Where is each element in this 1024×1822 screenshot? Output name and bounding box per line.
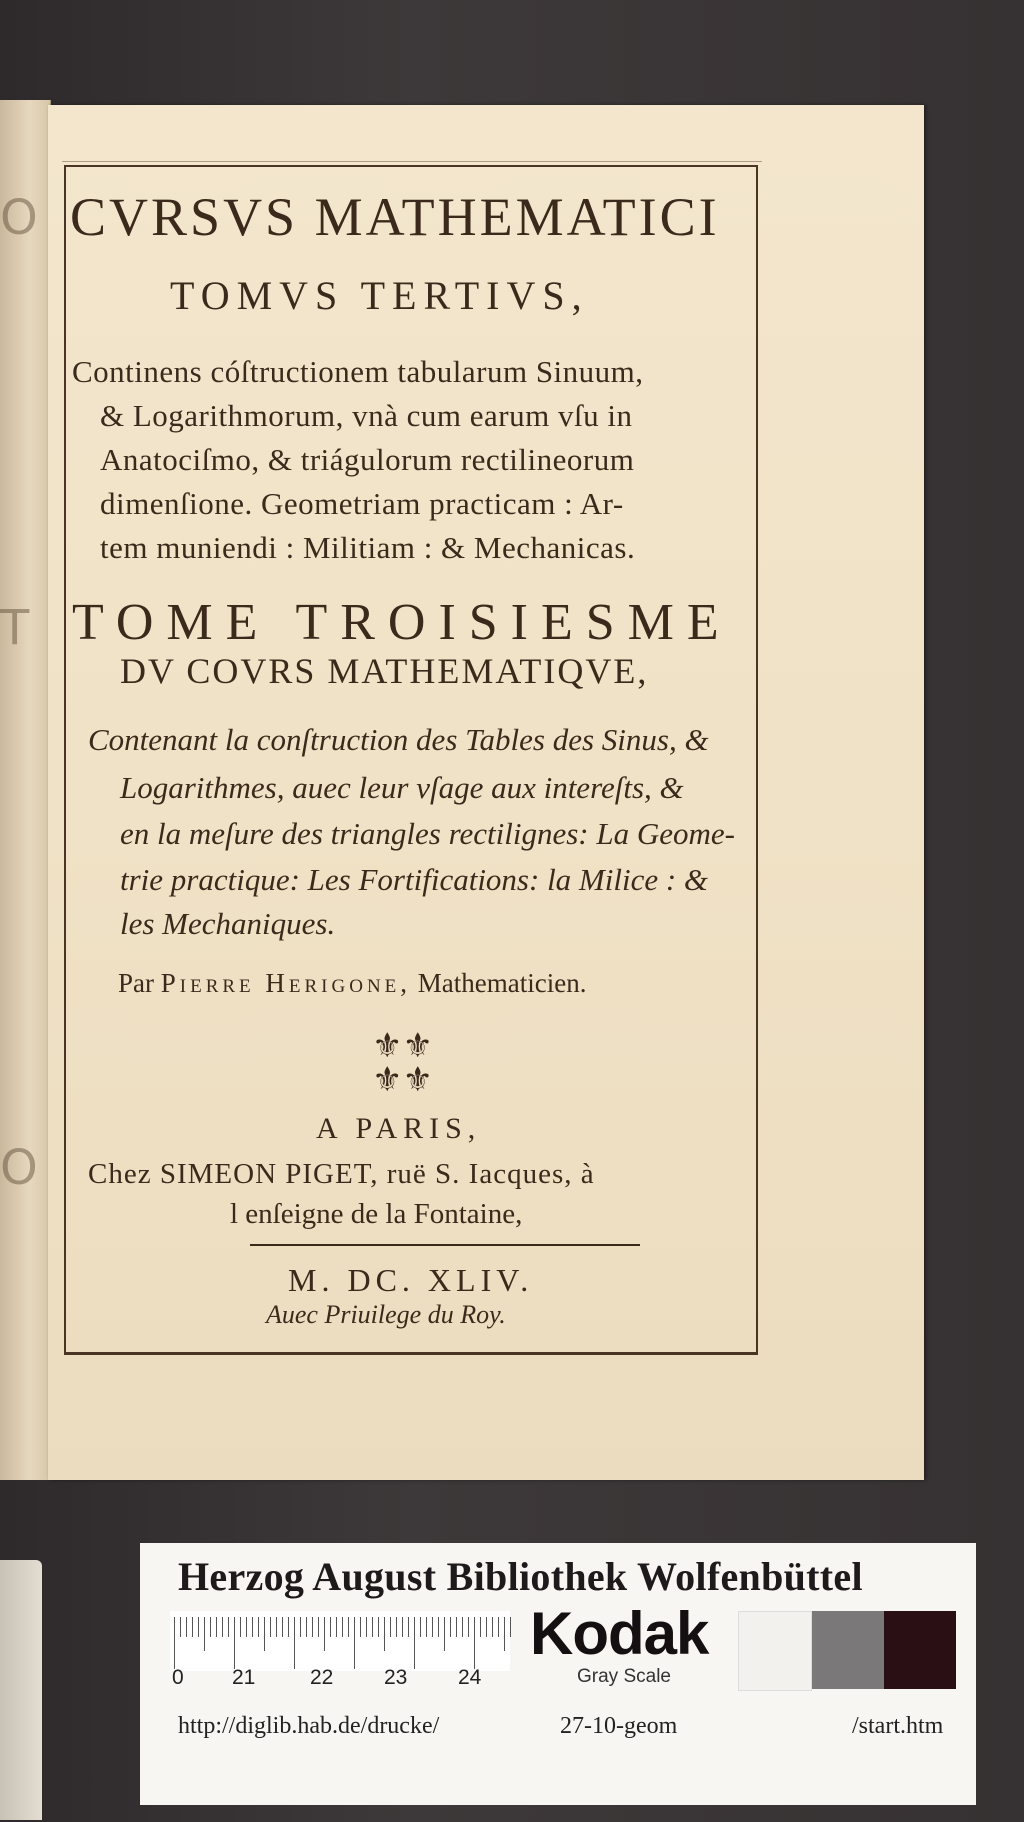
ruler-tick (510, 1617, 511, 1637)
author-role: Mathematicien. (417, 968, 587, 998)
ruler-tick (264, 1617, 265, 1651)
ruler-tick (396, 1617, 397, 1637)
ruler-tick (342, 1617, 343, 1637)
gray-swatch-white (738, 1611, 812, 1691)
ruler-tick (366, 1617, 367, 1637)
ruler-tick (174, 1617, 175, 1669)
ruler-tick (234, 1617, 235, 1669)
ruler-tick (276, 1617, 277, 1637)
ruler-tick (354, 1617, 355, 1669)
latin-volume: TOMVS TERTIVS, (170, 273, 589, 318)
previous-page-edge (0, 100, 51, 1480)
gray-swatch-mid (812, 1611, 884, 1689)
ruler-tick (228, 1617, 229, 1637)
url-shelfmark: 27-10-geom (560, 1713, 678, 1739)
latin-description-line: tem muniendi : Militiam : & Mechanicas. (100, 530, 636, 565)
ruler-tick (474, 1617, 475, 1669)
ruler-label: 23 (384, 1666, 408, 1689)
ruler-tick (384, 1617, 385, 1651)
latin-description-line: dimenſione. Geometriam practicam : Ar- (100, 486, 624, 521)
ruler-tick (318, 1617, 319, 1637)
ruler-tick (360, 1617, 361, 1637)
ruler-tick (192, 1617, 193, 1637)
publication-date: M. DC. XLIV. (288, 1262, 534, 1298)
french-description-line: en la meſure des triangles rectilignes: La Geome- (120, 816, 735, 851)
ruler-tick (204, 1617, 205, 1651)
library-color-card (140, 1543, 976, 1805)
ruler-tick (438, 1617, 439, 1637)
url-prefix: http://diglib.hab.de/drucke/ (178, 1713, 440, 1739)
ruler-tick (444, 1617, 445, 1651)
latin-description-line: Anatociſmo, & triágulorum rectilineorum (100, 442, 635, 477)
ruler-label: 21 (232, 1666, 256, 1689)
ruler-tick (300, 1617, 301, 1637)
french-title: TOME TROISIESME (72, 594, 732, 651)
ruler-tick (186, 1617, 187, 1637)
ruler-tick (216, 1617, 217, 1637)
ruler-tick (390, 1617, 391, 1637)
ruler-tick (468, 1617, 469, 1637)
french-subtitle: DV COVRS MATHEMATIQVE, (120, 651, 649, 691)
latin-description-line: & Logarithmorum, vnà cum earum vſu in (100, 398, 633, 433)
french-description-line: Logarithmes, auec leur vſage aux intereſts, & (120, 770, 684, 805)
previous-page-glyph: T (0, 600, 30, 656)
ruler-tick (504, 1617, 505, 1651)
ruler-tick (498, 1617, 499, 1637)
ruler-tick (330, 1617, 331, 1637)
measurement-ruler (170, 1611, 510, 1671)
author-par: Par (118, 968, 154, 998)
ruler-tick (402, 1617, 403, 1637)
ruler-tick (336, 1617, 337, 1637)
imprint-sign: l enſeigne de la Fontaine, (230, 1198, 523, 1230)
ruler-tick (222, 1617, 223, 1637)
previous-page-glyph: O (0, 190, 38, 246)
ruler-tick (258, 1617, 259, 1637)
ruler-tick (426, 1617, 427, 1637)
ruler-label: 24 (458, 1666, 482, 1689)
library-name: Herzog August Bibliothek Wolfenbüttel (178, 1554, 863, 1599)
ruler-tick (246, 1617, 247, 1637)
book-spine-label (0, 1560, 42, 1820)
royal-privilege: Auec Priuilege du Roy. (266, 1300, 506, 1329)
ruler-tick (294, 1617, 295, 1669)
frame-top-rule (62, 161, 762, 162)
gray-scale-label: Gray Scale (577, 1666, 671, 1687)
ruler-tick (432, 1617, 433, 1637)
ruler-tick (180, 1617, 181, 1637)
imprint-rule (250, 1244, 640, 1246)
ruler-tick (408, 1617, 409, 1637)
ruler-tick (252, 1617, 253, 1637)
gray-swatch-dark (884, 1611, 956, 1689)
fleuron-bottom: ⚜⚜ (372, 1062, 433, 1099)
ruler-tick (210, 1617, 211, 1637)
ruler-tick (378, 1617, 379, 1637)
ruler-tick (324, 1617, 325, 1651)
imprint-city: A PARIS, (316, 1112, 482, 1145)
french-description-line: trie practique: Les Fortifications: la Milice : & (120, 862, 709, 897)
ruler-label: 22 (310, 1666, 334, 1689)
ruler-tick (198, 1617, 199, 1637)
ruler-tick (414, 1617, 415, 1669)
ruler-tick (456, 1617, 457, 1637)
latin-title: CVRSVS MATHEMATICI (70, 187, 720, 247)
kodak-logo: Kodak (530, 1600, 709, 1667)
ruler-tick (270, 1617, 271, 1637)
ruler-tick (240, 1617, 241, 1637)
author-name: Pierre Herigone, (160, 968, 412, 998)
ruler-label: 0 (172, 1666, 184, 1689)
author-line (118, 968, 586, 999)
ruler-tick (348, 1617, 349, 1637)
ruler-tick (420, 1617, 421, 1637)
ruler-tick (306, 1617, 307, 1637)
ruler-tick (480, 1617, 481, 1637)
ruler-tick (282, 1617, 283, 1637)
fleuron-top: ⚜⚜ (372, 1028, 433, 1065)
ruler-tick (450, 1617, 451, 1637)
ruler-tick (492, 1617, 493, 1637)
url-suffix: /start.htm (852, 1713, 944, 1739)
ruler-tick (486, 1617, 487, 1637)
ruler-tick (288, 1617, 289, 1637)
previous-page-glyph: O (0, 1140, 38, 1196)
ruler-tick (462, 1617, 463, 1637)
french-description-line: les Mechaniques. (120, 906, 336, 941)
latin-description-line: Continens cóſtructionem tabularum Sinuum, (72, 354, 644, 389)
printers-fleuron (372, 1030, 433, 1098)
imprint-printer: Chez SIMEON PIGET, ruë S. Iacques, à (88, 1158, 595, 1190)
ruler-tick (372, 1617, 373, 1637)
ruler-tick (312, 1617, 313, 1637)
french-description-line: Contenant la conſtruction des Tables des Sinus, & (88, 722, 709, 757)
